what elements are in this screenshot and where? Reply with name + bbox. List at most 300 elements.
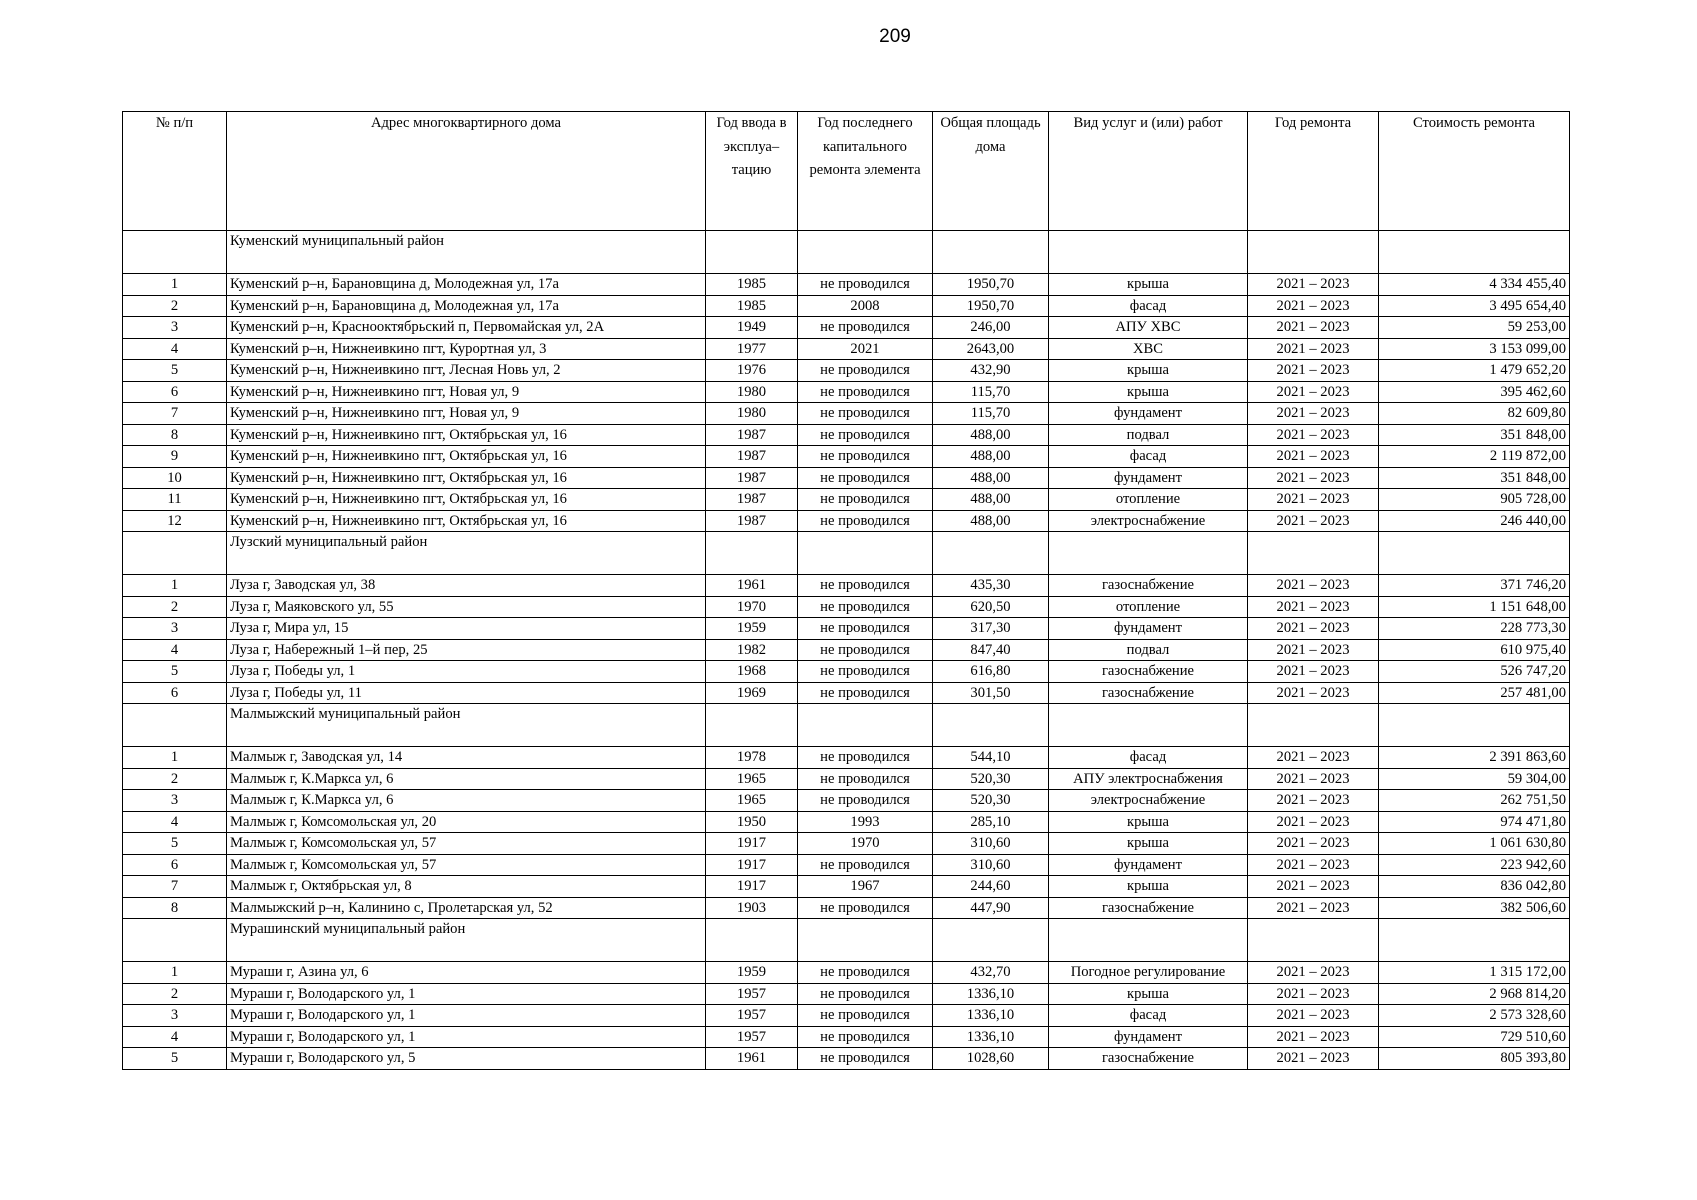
cell-address: Мураши г, Азина ул, 6 xyxy=(227,962,706,984)
cell-year-built: 1970 xyxy=(706,596,798,618)
cell-repair-year: 2021 – 2023 xyxy=(1248,639,1379,661)
cell-cost: 1 061 630,80 xyxy=(1379,833,1570,855)
cell-area: 488,00 xyxy=(933,467,1049,489)
cell-address: Куменский р–н, Нижнеивкино пгт, Октябрьская ул, 16 xyxy=(227,467,706,489)
cell-last-repair: 1993 xyxy=(798,811,933,833)
section-empty-cell xyxy=(706,919,798,962)
cell-year-built: 1987 xyxy=(706,424,798,446)
cell-year-built: 1957 xyxy=(706,1005,798,1027)
table-row xyxy=(123,682,1570,704)
cell-address: Куменский р–н, Барановщина д, Молодежная ул, 17а xyxy=(227,274,706,296)
section-empty-cell xyxy=(933,231,1049,274)
table-row xyxy=(123,596,1570,618)
table-row xyxy=(123,360,1570,382)
table-row xyxy=(123,747,1570,769)
cell-work-type: фундамент xyxy=(1049,1026,1248,1048)
cell-year-built: 1959 xyxy=(706,962,798,984)
cell-area: 1028,60 xyxy=(933,1048,1049,1070)
table-row xyxy=(123,639,1570,661)
cell-cost: 2 968 814,20 xyxy=(1379,983,1570,1005)
cell-cost: 59 304,00 xyxy=(1379,768,1570,790)
cell-last-repair: не проводился xyxy=(798,446,933,468)
section-empty-cell xyxy=(1248,231,1379,274)
cell-work-type: крыша xyxy=(1049,381,1248,403)
section-empty-cell xyxy=(798,532,933,575)
cell-work-type: крыша xyxy=(1049,833,1248,855)
cell-num: 3 xyxy=(123,618,227,640)
cell-num: 5 xyxy=(123,833,227,855)
cell-cost: 351 848,00 xyxy=(1379,467,1570,489)
cell-work-type: фундамент xyxy=(1049,854,1248,876)
table-row xyxy=(123,317,1570,339)
table-row xyxy=(123,854,1570,876)
cell-area: 447,90 xyxy=(933,897,1049,919)
table-row xyxy=(123,403,1570,425)
cell-cost: 3 153 099,00 xyxy=(1379,338,1570,360)
cell-last-repair: не проводился xyxy=(798,575,933,597)
cell-work-type: подвал xyxy=(1049,424,1248,446)
section-row xyxy=(123,532,1570,575)
cell-repair-year: 2021 – 2023 xyxy=(1248,381,1379,403)
cell-last-repair: 2021 xyxy=(798,338,933,360)
cell-cost: 223 942,60 xyxy=(1379,854,1570,876)
cell-address: Куменский р–н, Краснооктябрьский п, Первомайская ул, 2А xyxy=(227,317,706,339)
cell-repair-year: 2021 – 2023 xyxy=(1248,446,1379,468)
cell-year-built: 1957 xyxy=(706,1026,798,1048)
table-row xyxy=(123,661,1570,683)
section-row xyxy=(123,704,1570,747)
table-row xyxy=(123,618,1570,640)
cell-last-repair: не проводился xyxy=(798,403,933,425)
cell-area: 2643,00 xyxy=(933,338,1049,360)
cell-num: 2 xyxy=(123,295,227,317)
cell-cost: 59 253,00 xyxy=(1379,317,1570,339)
repair-table xyxy=(122,111,1570,1070)
cell-year-built: 1965 xyxy=(706,768,798,790)
cell-cost: 82 609,80 xyxy=(1379,403,1570,425)
cell-cost: 262 751,50 xyxy=(1379,790,1570,812)
cell-cost: 351 848,00 xyxy=(1379,424,1570,446)
cell-last-repair: не проводился xyxy=(798,317,933,339)
section-empty-cell xyxy=(933,919,1049,962)
cell-address: Малмыж г, Заводская ул, 14 xyxy=(227,747,706,769)
cell-work-type: отопление xyxy=(1049,489,1248,511)
cell-repair-year: 2021 – 2023 xyxy=(1248,274,1379,296)
cell-last-repair: 1970 xyxy=(798,833,933,855)
cell-last-repair: не проводился xyxy=(798,790,933,812)
cell-year-built: 1961 xyxy=(706,1048,798,1070)
cell-year-built: 1968 xyxy=(706,661,798,683)
table-body xyxy=(123,231,1570,1070)
cell-num: 1 xyxy=(123,274,227,296)
cell-area: 317,30 xyxy=(933,618,1049,640)
cell-cost: 805 393,80 xyxy=(1379,1048,1570,1070)
cell-num: 4 xyxy=(123,811,227,833)
cell-address: Куменский р–н, Нижнеивкино пгт, Лесная Новь ул, 2 xyxy=(227,360,706,382)
cell-last-repair: 1967 xyxy=(798,876,933,898)
cell-num: 5 xyxy=(123,360,227,382)
section-empty-cell xyxy=(933,532,1049,575)
cell-last-repair: не проводился xyxy=(798,1005,933,1027)
cell-last-repair: не проводился xyxy=(798,424,933,446)
cell-area: 432,90 xyxy=(933,360,1049,382)
cell-address: Куменский р–н, Нижнеивкино пгт, Новая ул, 9 xyxy=(227,403,706,425)
table-row xyxy=(123,790,1570,812)
cell-num: 8 xyxy=(123,424,227,446)
cell-work-type: крыша xyxy=(1049,274,1248,296)
cell-work-type: фасад xyxy=(1049,747,1248,769)
cell-last-repair: не проводился xyxy=(798,661,933,683)
cell-address: Малмыж г, Комсомольская ул, 57 xyxy=(227,833,706,855)
cell-work-type: крыша xyxy=(1049,811,1248,833)
cell-num: 7 xyxy=(123,403,227,425)
cell-num: 12 xyxy=(123,510,227,532)
section-empty-cell xyxy=(706,532,798,575)
cell-last-repair: не проводился xyxy=(798,360,933,382)
cell-address: Мураши г, Володарского ул, 1 xyxy=(227,1026,706,1048)
cell-year-built: 1917 xyxy=(706,854,798,876)
section-empty-cell xyxy=(798,704,933,747)
section-empty-cell xyxy=(706,231,798,274)
section-empty-cell xyxy=(123,704,227,747)
table-row xyxy=(123,295,1570,317)
cell-repair-year: 2021 – 2023 xyxy=(1248,295,1379,317)
cell-work-type: Погодное регулирование xyxy=(1049,962,1248,984)
section-empty-cell xyxy=(706,704,798,747)
cell-num: 6 xyxy=(123,854,227,876)
cell-num: 6 xyxy=(123,381,227,403)
table-row xyxy=(123,424,1570,446)
cell-num: 8 xyxy=(123,897,227,919)
cell-area: 115,70 xyxy=(933,403,1049,425)
cell-cost: 2 573 328,60 xyxy=(1379,1005,1570,1027)
cell-area: 1950,70 xyxy=(933,295,1049,317)
section-empty-cell xyxy=(1379,919,1570,962)
section-empty-cell xyxy=(1248,919,1379,962)
section-empty-cell xyxy=(123,919,227,962)
cell-num: 9 xyxy=(123,446,227,468)
table-row xyxy=(123,962,1570,984)
cell-cost: 1 151 648,00 xyxy=(1379,596,1570,618)
cell-cost: 729 510,60 xyxy=(1379,1026,1570,1048)
cell-cost: 395 462,60 xyxy=(1379,381,1570,403)
section-empty-cell xyxy=(1049,919,1248,962)
section-title: Куменский муниципальный район xyxy=(227,231,706,274)
section-title: Лузский муниципальный район xyxy=(227,532,706,575)
cell-repair-year: 2021 – 2023 xyxy=(1248,338,1379,360)
cell-address: Малмыж г, К.Маркса ул, 6 xyxy=(227,768,706,790)
cell-area: 301,50 xyxy=(933,682,1049,704)
cell-repair-year: 2021 – 2023 xyxy=(1248,876,1379,898)
cell-repair-year: 2021 – 2023 xyxy=(1248,682,1379,704)
cell-repair-year: 2021 – 2023 xyxy=(1248,360,1379,382)
cell-area: 432,70 xyxy=(933,962,1049,984)
cell-address: Луза г, Мира ул, 15 xyxy=(227,618,706,640)
table-row xyxy=(123,489,1570,511)
cell-year-built: 1982 xyxy=(706,639,798,661)
cell-area: 544,10 xyxy=(933,747,1049,769)
cell-last-repair: не проводился xyxy=(798,897,933,919)
cell-area: 488,00 xyxy=(933,446,1049,468)
cell-address: Куменский р–н, Нижнеивкино пгт, Октябрьская ул, 16 xyxy=(227,510,706,532)
cell-last-repair: не проводился xyxy=(798,510,933,532)
table-row xyxy=(123,876,1570,898)
cell-address: Луза г, Маяковского ул, 55 xyxy=(227,596,706,618)
table-row xyxy=(123,1048,1570,1070)
cell-repair-year: 2021 – 2023 xyxy=(1248,897,1379,919)
cell-year-built: 1961 xyxy=(706,575,798,597)
cell-cost: 2 119 872,00 xyxy=(1379,446,1570,468)
cell-cost: 610 975,40 xyxy=(1379,639,1570,661)
cell-year-built: 1949 xyxy=(706,317,798,339)
cell-address: Мураши г, Володарского ул, 5 xyxy=(227,1048,706,1070)
cell-cost: 526 747,20 xyxy=(1379,661,1570,683)
cell-cost: 974 471,80 xyxy=(1379,811,1570,833)
header-last-repair: Год последнего капитального ремонта элемента xyxy=(798,112,933,231)
section-empty-cell xyxy=(933,704,1049,747)
section-empty-cell xyxy=(1049,231,1248,274)
cell-repair-year: 2021 – 2023 xyxy=(1248,962,1379,984)
cell-year-built: 1980 xyxy=(706,381,798,403)
cell-year-built: 1976 xyxy=(706,360,798,382)
section-empty-cell xyxy=(798,919,933,962)
header-year-built: Год ввода в эксплуа–тацию xyxy=(706,112,798,231)
cell-last-repair: не проводился xyxy=(798,854,933,876)
cell-repair-year: 2021 – 2023 xyxy=(1248,811,1379,833)
cell-work-type: газоснабжение xyxy=(1049,682,1248,704)
cell-work-type: газоснабжение xyxy=(1049,575,1248,597)
cell-address: Малмыж г, Октябрьская ул, 8 xyxy=(227,876,706,898)
cell-year-built: 1987 xyxy=(706,467,798,489)
cell-repair-year: 2021 – 2023 xyxy=(1248,661,1379,683)
cell-repair-year: 2021 – 2023 xyxy=(1248,768,1379,790)
cell-last-repair: не проводился xyxy=(798,618,933,640)
cell-repair-year: 2021 – 2023 xyxy=(1248,1026,1379,1048)
cell-num: 3 xyxy=(123,1005,227,1027)
cell-address: Луза г, Заводская ул, 38 xyxy=(227,575,706,597)
cell-last-repair: не проводился xyxy=(798,639,933,661)
table-row xyxy=(123,446,1570,468)
cell-work-type: фундамент xyxy=(1049,467,1248,489)
cell-repair-year: 2021 – 2023 xyxy=(1248,403,1379,425)
cell-area: 246,00 xyxy=(933,317,1049,339)
cell-year-built: 1917 xyxy=(706,833,798,855)
cell-last-repair: не проводился xyxy=(798,747,933,769)
cell-year-built: 1965 xyxy=(706,790,798,812)
cell-cost: 836 042,80 xyxy=(1379,876,1570,898)
cell-work-type: электроснабжение xyxy=(1049,790,1248,812)
cell-year-built: 1903 xyxy=(706,897,798,919)
cell-last-repair: не проводился xyxy=(798,467,933,489)
header-work-type: Вид услуг и (или) работ xyxy=(1049,112,1248,231)
cell-area: 310,60 xyxy=(933,833,1049,855)
cell-address: Куменский р–н, Нижнеивкино пгт, Октябрьская ул, 16 xyxy=(227,446,706,468)
section-empty-cell xyxy=(123,231,227,274)
section-empty-cell xyxy=(1379,704,1570,747)
cell-address: Куменский р–н, Нижнеивкино пгт, Курортная ул, 3 xyxy=(227,338,706,360)
cell-work-type: фундамент xyxy=(1049,618,1248,640)
cell-area: 620,50 xyxy=(933,596,1049,618)
cell-last-repair: не проводился xyxy=(798,682,933,704)
cell-cost: 4 334 455,40 xyxy=(1379,274,1570,296)
cell-year-built: 1987 xyxy=(706,446,798,468)
cell-cost: 1 315 172,00 xyxy=(1379,962,1570,984)
cell-work-type: АПУ ХВС xyxy=(1049,317,1248,339)
section-row xyxy=(123,231,1570,274)
cell-address: Куменский р–н, Нижнеивкино пгт, Октябрьская ул, 16 xyxy=(227,489,706,511)
cell-address: Малмыж г, Комсомольская ул, 20 xyxy=(227,811,706,833)
cell-num: 3 xyxy=(123,317,227,339)
table-row xyxy=(123,274,1570,296)
cell-area: 1950,70 xyxy=(933,274,1049,296)
cell-repair-year: 2021 – 2023 xyxy=(1248,575,1379,597)
header-area: Общая площадь дома xyxy=(933,112,1049,231)
section-title: Мурашинский муниципальный район xyxy=(227,919,706,962)
cell-repair-year: 2021 – 2023 xyxy=(1248,1048,1379,1070)
cell-address: Малмыж г, Комсомольская ул, 57 xyxy=(227,854,706,876)
cell-area: 488,00 xyxy=(933,489,1049,511)
table-row xyxy=(123,510,1570,532)
table-row xyxy=(123,575,1570,597)
cell-cost: 257 481,00 xyxy=(1379,682,1570,704)
cell-address: Луза г, Победы ул, 1 xyxy=(227,661,706,683)
section-empty-cell xyxy=(123,532,227,575)
cell-repair-year: 2021 – 2023 xyxy=(1248,467,1379,489)
cell-num: 10 xyxy=(123,467,227,489)
cell-area: 847,40 xyxy=(933,639,1049,661)
cell-year-built: 1987 xyxy=(706,510,798,532)
table-row xyxy=(123,833,1570,855)
cell-num: 11 xyxy=(123,489,227,511)
cell-area: 435,30 xyxy=(933,575,1049,597)
section-empty-cell xyxy=(1248,704,1379,747)
cell-address: Куменский р–н, Нижнеивкино пгт, Октябрьская ул, 16 xyxy=(227,424,706,446)
cell-work-type: подвал xyxy=(1049,639,1248,661)
cell-area: 244,60 xyxy=(933,876,1049,898)
header-repair-year: Год ремонта xyxy=(1248,112,1379,231)
cell-last-repair: не проводился xyxy=(798,768,933,790)
cell-address: Малмыж г, К.Маркса ул, 6 xyxy=(227,790,706,812)
table-row xyxy=(123,811,1570,833)
cell-address: Куменский р–н, Нижнеивкино пгт, Новая ул, 9 xyxy=(227,381,706,403)
cell-work-type: газоснабжение xyxy=(1049,1048,1248,1070)
cell-last-repair: не проводился xyxy=(798,1026,933,1048)
cell-area: 310,60 xyxy=(933,854,1049,876)
cell-last-repair: не проводился xyxy=(798,1048,933,1070)
header-address: Адрес многоквартирного дома xyxy=(227,112,706,231)
table-row xyxy=(123,897,1570,919)
section-empty-cell xyxy=(1049,704,1248,747)
cell-work-type: фасад xyxy=(1049,446,1248,468)
cell-num: 4 xyxy=(123,338,227,360)
section-empty-cell xyxy=(1049,532,1248,575)
cell-address: Малмыжский р–н, Калинино с, Пролетарская ул, 52 xyxy=(227,897,706,919)
cell-num: 2 xyxy=(123,768,227,790)
section-empty-cell xyxy=(798,231,933,274)
cell-year-built: 1987 xyxy=(706,489,798,511)
cell-year-built: 1950 xyxy=(706,811,798,833)
cell-work-type: газоснабжение xyxy=(1049,897,1248,919)
cell-work-type: крыша xyxy=(1049,360,1248,382)
cell-year-built: 1959 xyxy=(706,618,798,640)
page-number: 209 xyxy=(879,26,911,47)
table-row xyxy=(123,467,1570,489)
cell-num: 2 xyxy=(123,983,227,1005)
cell-num: 1 xyxy=(123,575,227,597)
cell-area: 1336,10 xyxy=(933,1005,1049,1027)
cell-repair-year: 2021 – 2023 xyxy=(1248,747,1379,769)
table-row xyxy=(123,338,1570,360)
cell-repair-year: 2021 – 2023 xyxy=(1248,1005,1379,1027)
cell-repair-year: 2021 – 2023 xyxy=(1248,790,1379,812)
cell-cost: 905 728,00 xyxy=(1379,489,1570,511)
cell-area: 285,10 xyxy=(933,811,1049,833)
cell-repair-year: 2021 – 2023 xyxy=(1248,424,1379,446)
cell-address: Мураши г, Володарского ул, 1 xyxy=(227,1005,706,1027)
cell-work-type: АПУ электроснабжения xyxy=(1049,768,1248,790)
cell-repair-year: 2021 – 2023 xyxy=(1248,854,1379,876)
cell-year-built: 1985 xyxy=(706,295,798,317)
cell-repair-year: 2021 – 2023 xyxy=(1248,596,1379,618)
cell-area: 115,70 xyxy=(933,381,1049,403)
header-cost: Стоимость ремонта xyxy=(1379,112,1570,231)
table-row xyxy=(123,381,1570,403)
cell-year-built: 1980 xyxy=(706,403,798,425)
cell-num: 7 xyxy=(123,876,227,898)
cell-work-type: фундамент xyxy=(1049,403,1248,425)
cell-year-built: 1969 xyxy=(706,682,798,704)
section-empty-cell xyxy=(1379,231,1570,274)
cell-area: 1336,10 xyxy=(933,983,1049,1005)
cell-repair-year: 2021 – 2023 xyxy=(1248,833,1379,855)
cell-area: 520,30 xyxy=(933,790,1049,812)
cell-last-repair: не проводился xyxy=(798,596,933,618)
cell-work-type: крыша xyxy=(1049,983,1248,1005)
cell-num: 5 xyxy=(123,661,227,683)
section-empty-cell xyxy=(1248,532,1379,575)
cell-year-built: 1978 xyxy=(706,747,798,769)
cell-address: Мураши г, Володарского ул, 1 xyxy=(227,983,706,1005)
cell-repair-year: 2021 – 2023 xyxy=(1248,489,1379,511)
cell-cost: 382 506,60 xyxy=(1379,897,1570,919)
cell-repair-year: 2021 – 2023 xyxy=(1248,317,1379,339)
cell-work-type: отопление xyxy=(1049,596,1248,618)
cell-area: 1336,10 xyxy=(933,1026,1049,1048)
cell-work-type: крыша xyxy=(1049,876,1248,898)
cell-num: 4 xyxy=(123,639,227,661)
cell-year-built: 1917 xyxy=(706,876,798,898)
cell-cost: 1 479 652,20 xyxy=(1379,360,1570,382)
section-row xyxy=(123,919,1570,962)
table-row xyxy=(123,768,1570,790)
cell-cost: 3 495 654,40 xyxy=(1379,295,1570,317)
cell-num: 1 xyxy=(123,962,227,984)
section-title: Малмыжский муниципальный район xyxy=(227,704,706,747)
cell-num: 3 xyxy=(123,790,227,812)
cell-year-built: 1985 xyxy=(706,274,798,296)
cell-year-built: 1977 xyxy=(706,338,798,360)
cell-repair-year: 2021 – 2023 xyxy=(1248,983,1379,1005)
cell-last-repair: не проводился xyxy=(798,381,933,403)
cell-repair-year: 2021 – 2023 xyxy=(1248,510,1379,532)
header-num: № п/п xyxy=(123,112,227,231)
cell-area: 488,00 xyxy=(933,510,1049,532)
cell-cost: 371 746,20 xyxy=(1379,575,1570,597)
cell-address: Луза г, Победы ул, 11 xyxy=(227,682,706,704)
cell-num: 1 xyxy=(123,747,227,769)
cell-repair-year: 2021 – 2023 xyxy=(1248,618,1379,640)
cell-work-type: электроснабжение xyxy=(1049,510,1248,532)
